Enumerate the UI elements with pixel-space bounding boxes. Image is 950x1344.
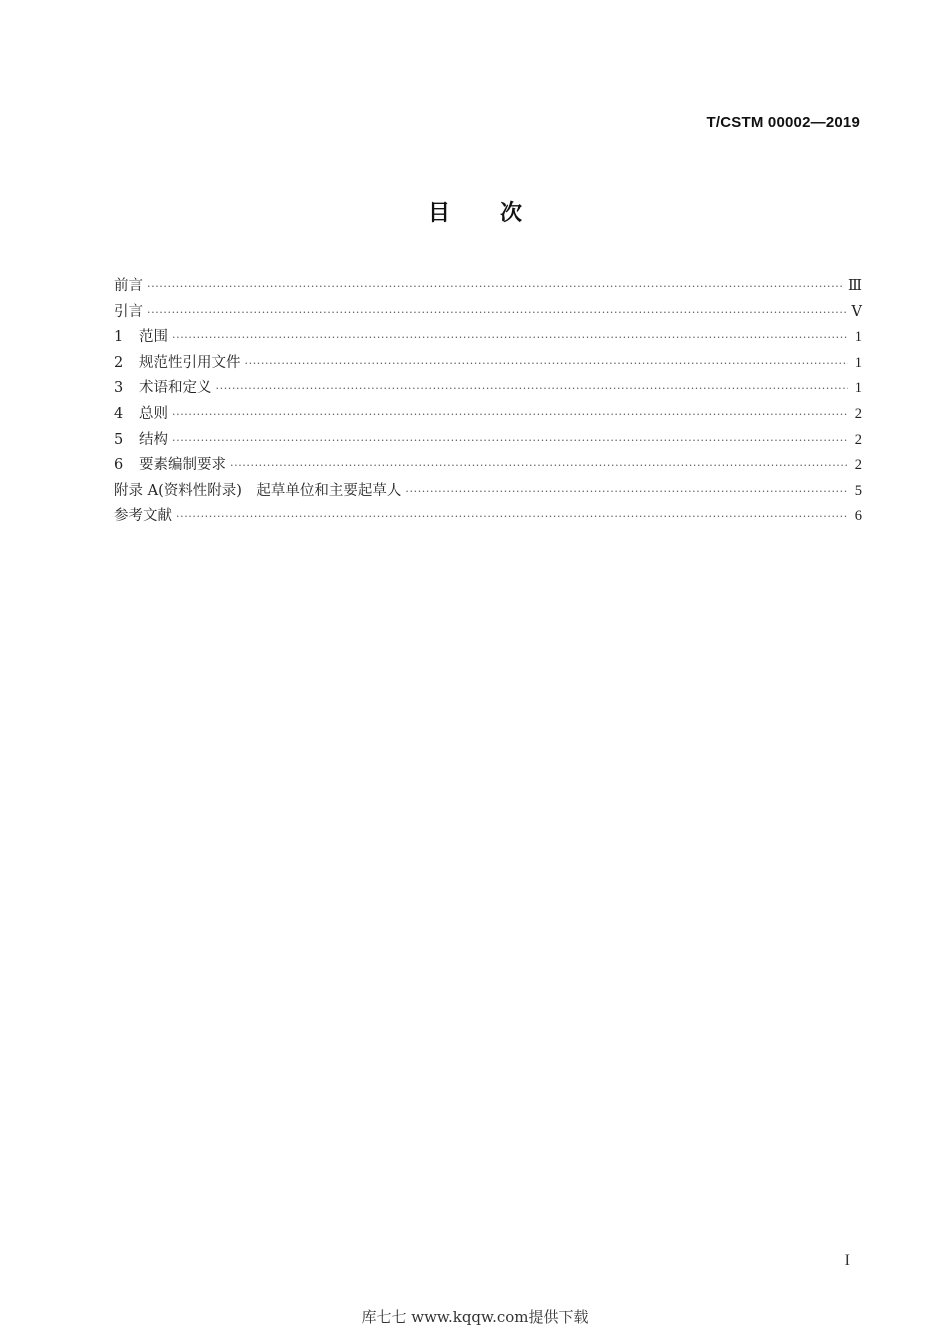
toc-entry-label: 规范性引用文件 — [139, 354, 241, 371]
toc-leader-dots — [172, 402, 848, 428]
toc-entry-number: 4 — [114, 405, 124, 422]
toc-entry-scope[interactable] — [114, 325, 862, 351]
toc-entry-label: 结构 — [139, 431, 168, 448]
toc-entry-bibliography[interactable] — [114, 504, 862, 530]
toc-entry-number: 1 — [114, 329, 124, 346]
toc-entry-number: 3 — [114, 380, 124, 397]
toc-entry-page: 2 — [854, 405, 862, 422]
toc-entry-page: Ⅲ — [848, 278, 862, 294]
toc-leader-dots — [176, 504, 848, 530]
toc-entry-number: 6 — [114, 457, 124, 474]
standard-code: T/CSTM 00002—2019 — [706, 114, 860, 131]
toc-entry-appendix-a[interactable] — [114, 479, 862, 505]
toc-entry-introduction[interactable] — [114, 300, 862, 326]
toc-leader-dots — [230, 453, 848, 479]
toc-entry-foreword[interactable] — [114, 274, 862, 300]
toc-entry-label: 前言 — [114, 278, 143, 294]
toc-entry-structure[interactable] — [114, 428, 862, 454]
toc-entry-label: 范围 — [139, 329, 168, 346]
toc-entry-page: Ⅴ — [851, 303, 862, 320]
toc-leader-dots — [405, 479, 848, 505]
toc-entry-page: 1 — [854, 380, 862, 397]
toc-entry-normative-references[interactable] — [114, 351, 862, 377]
toc-entry-general-principles[interactable] — [114, 402, 862, 428]
toc-title-part2: 次 — [500, 201, 523, 226]
toc-entry-page: 5 — [854, 482, 862, 499]
toc-entry-label: 参考文献 — [114, 508, 172, 525]
table-of-contents — [114, 274, 862, 530]
toc-entry-number: 2 — [114, 354, 124, 371]
toc-leader-dots — [147, 274, 844, 300]
toc-leader-dots — [172, 428, 848, 454]
toc-entry-label: 术语和定义 — [139, 380, 212, 397]
source-note: 库七七 www.kqqw.com提供下载 — [361, 1308, 589, 1326]
toc-entry-label: 附录 A(资料性附录) 起草单位和主要起草人 — [114, 482, 402, 499]
toc-entry-page: 2 — [854, 431, 862, 448]
toc-entry-label: 引言 — [114, 303, 143, 320]
toc-entry-terms-definitions[interactable] — [114, 376, 862, 402]
toc-entry-page: 6 — [854, 508, 862, 525]
toc-entry-number: 5 — [114, 431, 124, 448]
toc-entry-page: 2 — [854, 457, 862, 474]
toc-entry-page: 1 — [854, 354, 862, 371]
toc-entry-page: 1 — [854, 329, 862, 346]
toc-leader-dots — [216, 376, 849, 402]
toc-title — [0, 196, 950, 227]
toc-leader-dots — [172, 325, 848, 351]
toc-entry-label: 总则 — [139, 405, 168, 422]
toc-leader-dots — [245, 351, 849, 377]
toc-title-part1: 目 — [427, 201, 450, 226]
toc-entry-label: 要素编制要求 — [139, 457, 226, 474]
page-number: I — [844, 1252, 850, 1269]
toc-entry-element-requirements[interactable] — [114, 453, 862, 479]
toc-leader-dots — [147, 300, 848, 326]
